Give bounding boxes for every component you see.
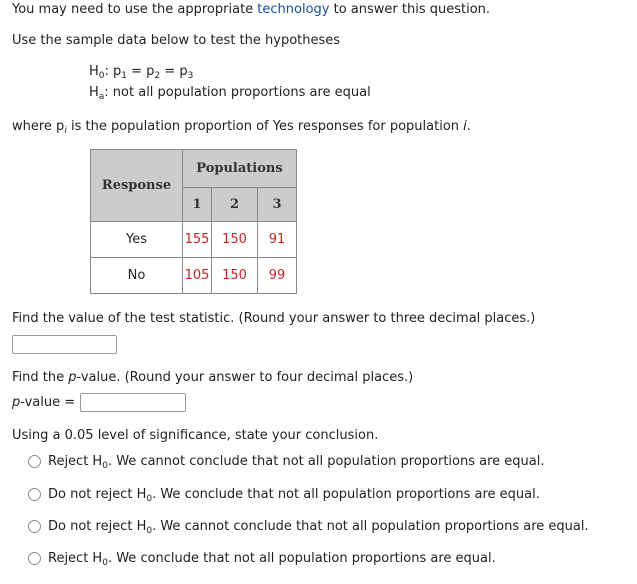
instruction-text: Use the sample data below to test the hypotheses bbox=[12, 33, 341, 48]
row-label: No bbox=[91, 258, 183, 294]
response-header: Response bbox=[91, 150, 183, 222]
h0-p1-sub: 1 bbox=[121, 71, 128, 81]
populations-header: Populations bbox=[183, 150, 297, 188]
row-label: Yes bbox=[91, 222, 183, 258]
p-value-label-rest: -value = bbox=[20, 395, 76, 410]
column-header: 2 bbox=[212, 188, 258, 222]
option-label[interactable]: Do not reject $H_0$. We conclude that not all population proportions are equal. bbox=[48, 487, 540, 504]
table-cell: 105 bbox=[183, 258, 212, 294]
radio-button[interactable] bbox=[28, 520, 41, 533]
null-hypothesis bbox=[89, 64, 193, 79]
alternative-hypothesis bbox=[89, 85, 371, 100]
intro-prefix: You may need to use the appropriate bbox=[12, 2, 258, 17]
h0-p1: : p bbox=[104, 64, 122, 79]
option-label[interactable]: Reject $H_0$. We cannot conclude that not all population proportions are equal. bbox=[48, 454, 545, 471]
p-value-q-prefix: Find the bbox=[12, 370, 69, 385]
intro-text bbox=[12, 2, 490, 17]
radio-button[interactable] bbox=[28, 552, 41, 565]
ha-letter: H bbox=[89, 85, 99, 100]
option-label[interactable]: Reject $H_0$. We conclude that not all population proportions are equal. bbox=[48, 551, 496, 568]
p-value-label bbox=[12, 395, 75, 410]
where-text bbox=[12, 119, 471, 134]
p-value-label-italic: p bbox=[12, 395, 21, 410]
test-statistic-question: Find the value of the test statistic. (Round your answer to three decimal places.) bbox=[12, 311, 536, 326]
option-label[interactable]: Do not reject $H_0$. We cannot conclude that not all population proportions are equal. bbox=[48, 519, 589, 536]
table-cell: 150 bbox=[212, 222, 258, 258]
table-cell: 155 bbox=[183, 222, 212, 258]
p-value-q-suffix: -value. (Round your answer to four decimal places.) bbox=[76, 370, 414, 385]
where-var: i bbox=[463, 119, 467, 134]
contingency-table bbox=[90, 149, 297, 294]
h0-p2-sub: 2 bbox=[154, 71, 161, 81]
test-statistic-input[interactable] bbox=[12, 335, 117, 354]
column-header: 1 bbox=[183, 188, 212, 222]
h0-p2: = p bbox=[131, 64, 155, 79]
p-value-q-italic: p bbox=[68, 370, 77, 385]
p-value-input[interactable] bbox=[80, 393, 186, 412]
table-row bbox=[91, 222, 297, 258]
technology-link[interactable]: technology bbox=[257, 2, 330, 17]
column-header: 3 bbox=[258, 188, 297, 222]
conclusion-question: Using a 0.05 level of significance, state your conclusion. bbox=[12, 428, 379, 443]
table-row bbox=[91, 258, 297, 294]
h0-p3-sub: 3 bbox=[187, 71, 194, 81]
intro-suffix: to answer this question. bbox=[329, 2, 491, 17]
table-cell: 99 bbox=[258, 258, 297, 294]
where-end: . bbox=[466, 119, 471, 134]
table-cell: 150 bbox=[212, 258, 258, 294]
radio-button[interactable] bbox=[28, 488, 41, 501]
where-middle: is the population proportion of Yes responses for population bbox=[66, 119, 464, 134]
radio-button[interactable] bbox=[28, 455, 41, 468]
where-prefix: where p bbox=[12, 119, 65, 134]
h0-subscript: 0 bbox=[98, 71, 105, 81]
p-value-question bbox=[12, 370, 413, 385]
h0-p3: = p bbox=[164, 64, 188, 79]
where-sub: i bbox=[64, 126, 67, 136]
ha-text: : not all population proportions are equal bbox=[104, 85, 371, 100]
ha-subscript: a bbox=[98, 92, 105, 102]
h0-letter: H bbox=[89, 64, 99, 79]
table-cell: 91 bbox=[258, 222, 297, 258]
